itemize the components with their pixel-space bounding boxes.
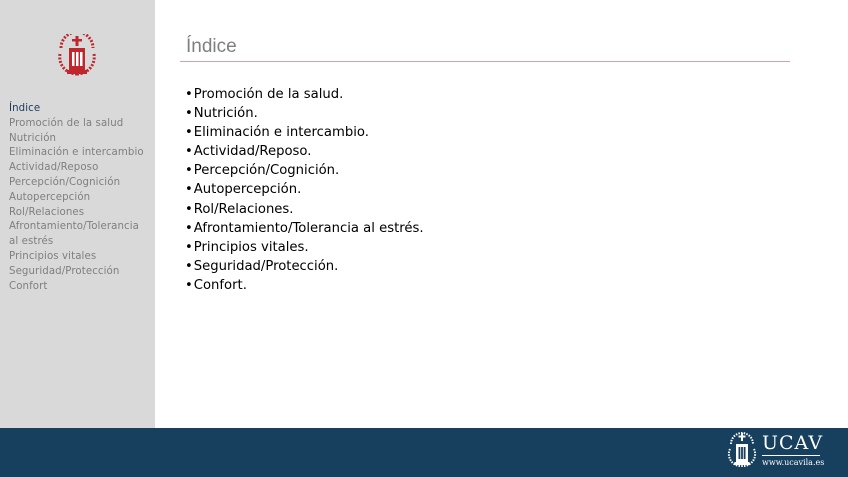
content-item-text: Nutrición. (193, 106, 258, 122)
content-item-text: Afrontamiento/Tolerancia al estrés. (193, 220, 424, 236)
bullet-icon: • (185, 239, 193, 255)
sidebar-item-afrontamiento[interactable]: Afrontamiento/Tolerancia al estrés (9, 221, 140, 248)
bullet-icon: • (185, 87, 193, 102)
sidebar-item-principios[interactable]: Principios vitales (9, 250, 97, 262)
content-item (185, 161, 424, 180)
bullet-icon: • (185, 201, 193, 217)
content-item-text: Seguridad/Protección. (193, 258, 339, 274)
sidebar-nav (9, 102, 149, 294)
content-item (185, 180, 424, 199)
sidebar-item-nutricion[interactable]: Nutrición (9, 132, 57, 144)
sidebar-item-confort[interactable]: Confort (9, 280, 48, 292)
sidebar-item-eliminacion[interactable]: Eliminación e intercambio (9, 147, 144, 159)
content-item-text: Actividad/Reposo. (193, 144, 312, 160)
footer-bar (0, 428, 848, 477)
content-item (185, 276, 424, 295)
slide-title: Índice (186, 36, 237, 57)
sidebar (0, 0, 155, 428)
content-item-text: Promoción de la salud. (193, 87, 344, 102)
bullet-icon: • (185, 144, 193, 160)
content-item-text: Principios vitales. (193, 239, 309, 255)
content-list (185, 85, 424, 295)
content-item (185, 238, 424, 257)
bullet-icon: • (185, 106, 193, 122)
bullet-icon: • (185, 258, 193, 274)
bullet-icon: • (185, 220, 193, 236)
sidebar-item-seguridad[interactable]: Seguridad/Protección (9, 265, 120, 277)
sidebar-item-autopercepcion[interactable]: Autopercepción (9, 191, 91, 203)
footer-seal-logo (726, 432, 758, 472)
bullet-icon: • (185, 125, 193, 141)
content-item (185, 200, 424, 219)
title-divider (180, 61, 790, 62)
university-seal-logo (55, 34, 99, 80)
content-item (185, 142, 424, 161)
content-item-text: Autopercepción. (193, 182, 302, 198)
sidebar-item-promocion[interactable]: Promoción de la salud (9, 117, 124, 129)
content-item (185, 85, 424, 104)
bullet-icon: • (185, 163, 193, 179)
content-item (185, 257, 424, 276)
content-item-text: Percepción/Cognición. (193, 163, 340, 179)
content-item (185, 219, 424, 238)
bullet-icon: • (185, 277, 193, 293)
sidebar-item-actividad[interactable]: Actividad/Reposo (9, 162, 99, 174)
sidebar-item-indice[interactable]: Índice (9, 103, 41, 114)
footer-website-link[interactable]: www.ucavila.es (762, 458, 825, 467)
content-item (185, 123, 424, 142)
bullet-icon: • (185, 182, 193, 198)
sidebar-item-rol[interactable]: Rol/Relaciones (9, 206, 85, 218)
footer-brand-name: UCAV (762, 432, 824, 454)
content-item-text: Confort. (193, 277, 247, 293)
content-item (185, 104, 424, 123)
sidebar-item-percepcion[interactable]: Percepción/Cognición (9, 176, 121, 188)
content-item-text: Rol/Relaciones. (193, 201, 294, 217)
footer-brand-divider (762, 455, 820, 456)
content-item-text: Eliminación e intercambio. (193, 125, 369, 141)
